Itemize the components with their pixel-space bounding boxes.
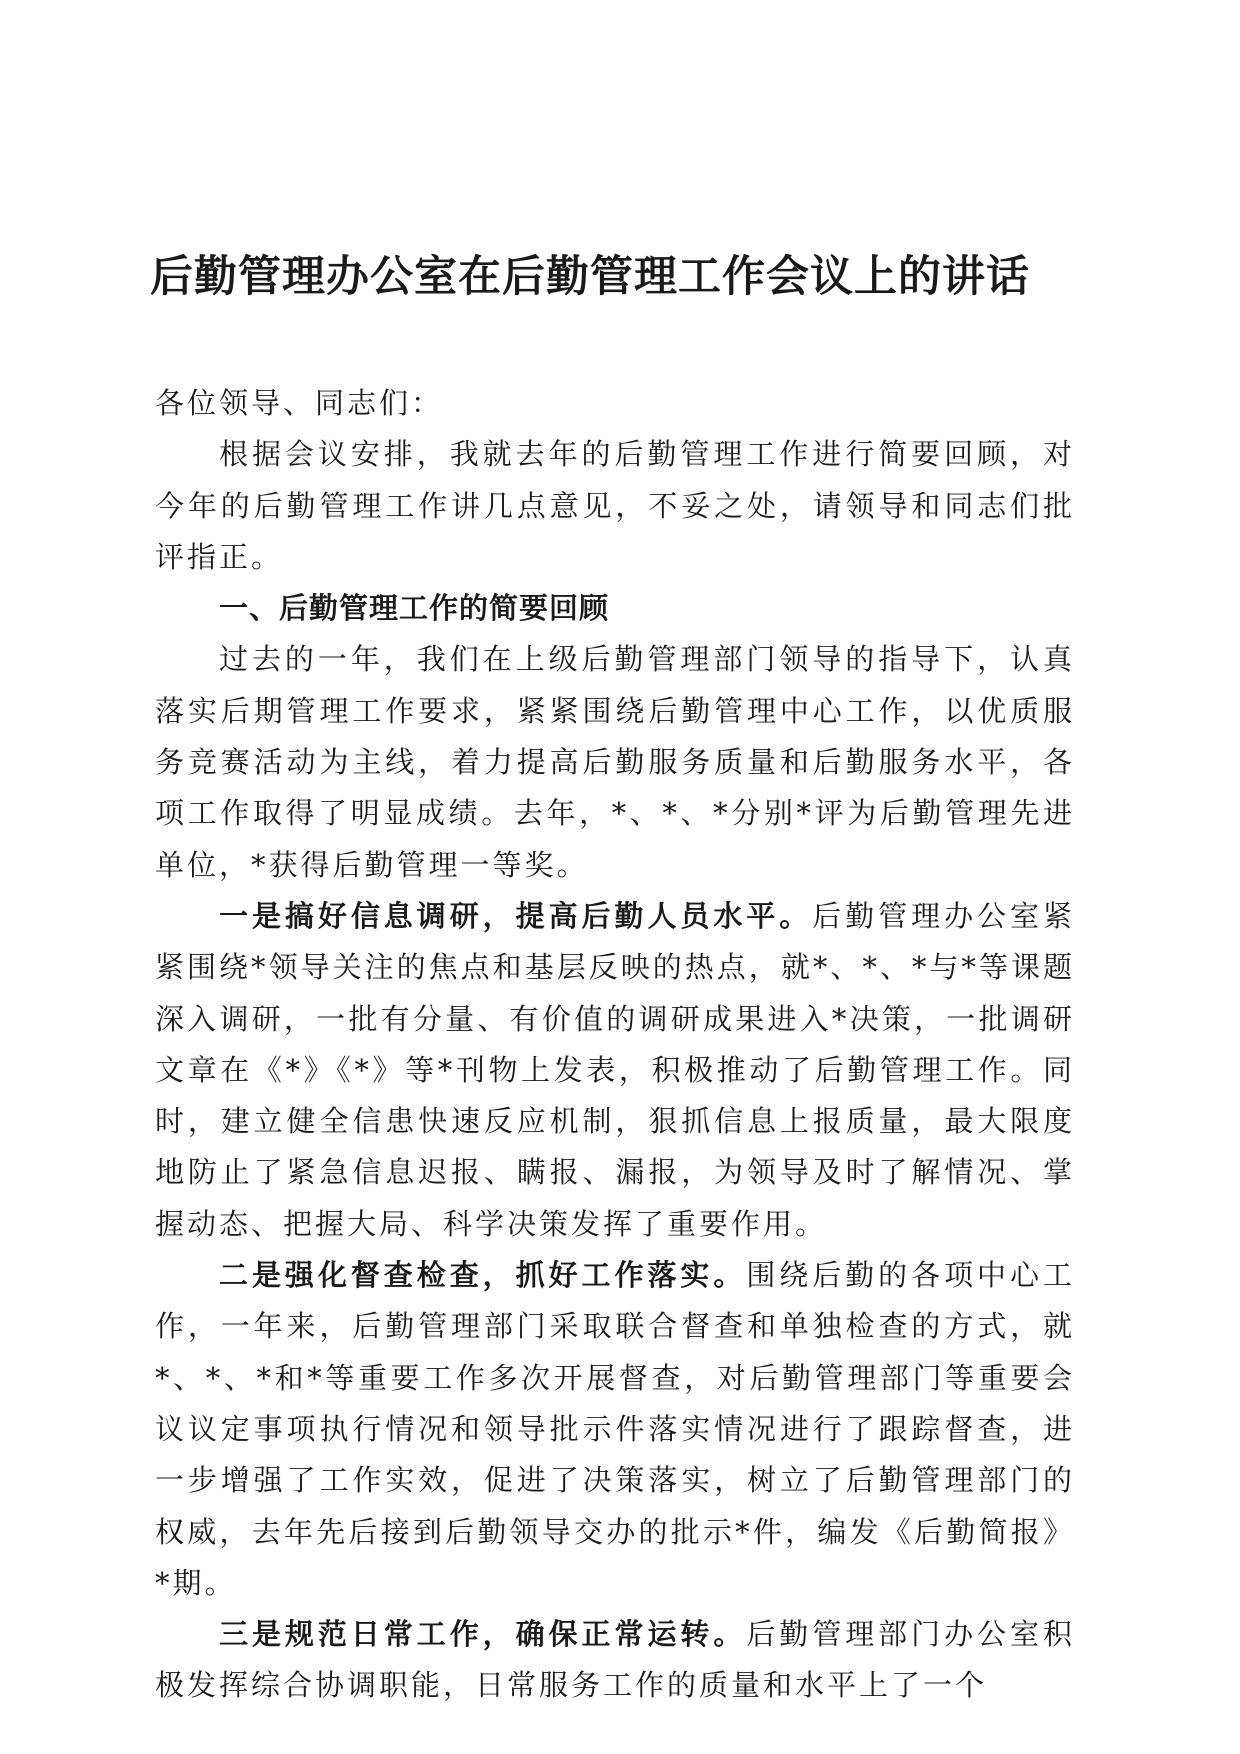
item-text-3: 后勤管理部门办公室积极发挥综合协调职能，日常服务工作的质量和水平上了一个	[155, 1617, 1075, 1703]
item-lead-3: 三是规范日常工作，确保正常运转。	[219, 1617, 747, 1652]
item-text-1: 后勤管理办公室紧紧围绕*领导关注的焦点和基层反映的热点，就*、*、*与*等课题深入调研，一批有分量、有价值的调研成果进入*决策，一批调研文章在《*》《*》等*刊物上发表，积极推动了后勤管理工作。同时，建立健全信患快速反应机制，狠抓信息上报质量，最大限度地防止了紧急信息迟报、瞒报、漏报，为领导及时了解情况、掌握动态、把握大局、科学决策发挥了重要作用。	[155, 898, 1075, 1241]
document-title: 后勤管理办公室在后勤管理工作会议上的讲话	[150, 252, 1030, 302]
item-paragraph-1	[155, 891, 1075, 1250]
item-paragraph-2	[155, 1250, 1075, 1609]
review-paragraph: 过去的一年，我们在上级后勤管理部门领导的指导下，认真落实后期管理工作要求，紧紧围绕后勤管理中心工作，以优质服务竞赛活动为主线，着力提高后勤服务质量和后勤服务水平，各项工作取得了明显成绩。去年，*、*、*分别*评为后勤管理先进单位，*获得后勤管理一等奖。	[155, 642, 1075, 882]
salutation: 各位领导、同志们：	[155, 386, 444, 420]
item-lead-2: 二是强化督查检查，抓好工作落实。	[219, 1258, 747, 1293]
item-text-2: 围绕后勤的各项中心工作，一年来，后勤管理部门采取联合督查和单独检查的方式，就*、*、*和*等重要工作多次开展督查，对后勤管理部门等重要会议议定事项执行情况和领导批示件落实情况进行了跟踪督查，进一步增强了工作实效，促进了决策落实，树立了后勤管理部门的权威，去年先后接到后勤领导交办的批示*件，编发《后勤简报》*期。	[155, 1258, 1075, 1600]
document-body	[155, 378, 1075, 1712]
section-heading: 一、后勤管理工作的简要回顾	[219, 591, 610, 626]
item-lead-1: 一是搞好信息调研，提高后勤人员水平。	[219, 898, 813, 933]
intro-paragraph: 根据会议安排，我就去年的后勤管理工作进行简要回顾，对今年的后勤管理工作讲几点意见，不妥之处，请领导和同志们批评指正。	[155, 437, 1075, 574]
item-paragraph-3	[155, 1609, 1075, 1712]
